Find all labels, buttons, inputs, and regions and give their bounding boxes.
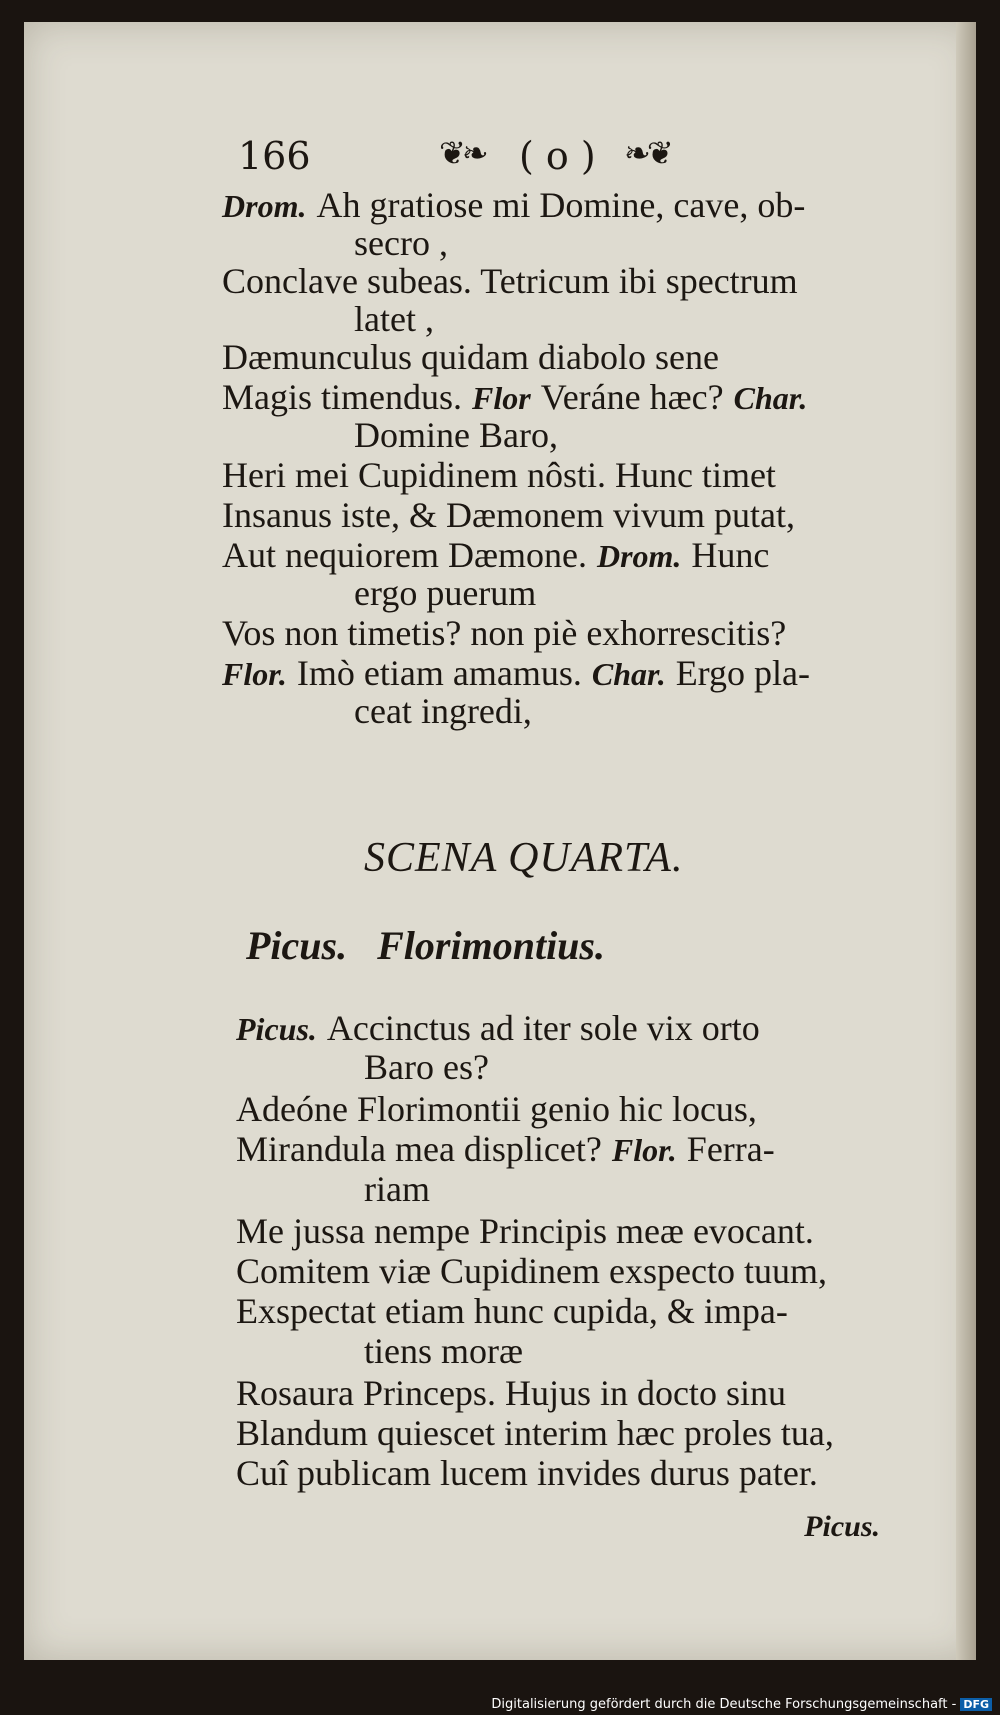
verse-text: Insanus iste, & Dæmonem vivum putat, <box>222 495 795 535</box>
speaker-label: Flor <box>472 380 531 416</box>
verse-text: ergo puerum <box>354 573 537 613</box>
dramatis-personae <box>246 922 605 969</box>
verse-line <box>354 690 532 732</box>
speaker-label: Flor. <box>611 1132 677 1168</box>
verse-text: Ergo pla- <box>675 653 810 693</box>
verse-text: Imò etiam amamus. <box>296 653 582 693</box>
verse-line <box>354 298 434 340</box>
page-number: 166 <box>238 134 311 178</box>
dfg-logo-icon: DFG <box>960 1698 992 1711</box>
verse-line <box>364 1330 523 1372</box>
verse-line <box>222 260 798 302</box>
verse-line <box>354 572 536 614</box>
verse-text: Vos non timetis? non piè exhorrescitis? <box>222 613 787 653</box>
verse-text: Dæmunculus quidam diabolo sene <box>222 337 719 377</box>
verse-line <box>222 184 805 227</box>
verse-line <box>236 1007 760 1050</box>
digitization-credit <box>491 1697 992 1712</box>
verse-line <box>236 1290 788 1332</box>
verse-line <box>236 1372 786 1414</box>
verse-line <box>222 454 776 496</box>
verse-line <box>222 376 817 419</box>
verse-line <box>222 494 795 536</box>
verse-text: Me jussa nempe Principis meæ evocant. <box>236 1211 814 1251</box>
verse-text: Accinctus ad iter sole vix orto <box>326 1008 760 1048</box>
verse-text: Veráne hæc? <box>540 377 724 417</box>
verse-line <box>222 534 769 577</box>
verse-text: riam <box>364 1169 430 1209</box>
verse-text: Heri mei Cupidinem nôsti. Hunc timet <box>222 455 776 495</box>
speaker-label: Drom. <box>596 538 682 574</box>
verse-line <box>236 1128 775 1171</box>
speaker-label: Char. <box>733 380 808 416</box>
running-header <box>214 134 774 184</box>
verse-line <box>364 1046 489 1088</box>
speaker-label: Char. <box>591 656 666 692</box>
speaker-label: Flor. <box>222 656 287 692</box>
verse-text: Rosaura Princeps. Hujus in docto sinu <box>236 1373 786 1413</box>
verse-line <box>354 414 558 456</box>
verse-line <box>236 1088 757 1130</box>
verse-text: latet , <box>354 299 434 339</box>
person-name: Picus. <box>246 923 348 968</box>
verse-text: secro , <box>354 223 448 263</box>
verse-line <box>236 1452 818 1494</box>
ornament-left-icon: ❦❧ <box>439 134 485 172</box>
verse-text: Aut nequiorem Dæmone. <box>222 535 587 575</box>
speaker-label: Drom. <box>222 188 307 224</box>
scene-title: SCENA QUARTA. <box>364 835 684 881</box>
credit-text: Digitalisierung gefördert durch die Deutsche Forschungsgemeinschaft - <box>491 1697 957 1712</box>
verse-line <box>222 612 786 654</box>
verse-line <box>222 652 810 695</box>
verse-text: Exspectat etiam hunc cupida, & impa- <box>236 1291 788 1331</box>
verse-text: ceat ingredi, <box>354 691 532 731</box>
page-text <box>24 22 976 1660</box>
verse-text: Mirandula mea displicet? <box>236 1129 602 1169</box>
verse-text: Conclave subeas. Tetricum ibi spectrum <box>222 261 798 301</box>
verse-text: Baro es? <box>364 1047 489 1087</box>
header-center: ( o ) <box>519 134 596 178</box>
person-name: Florimontius. <box>377 923 605 968</box>
verse-text: Comitem viæ Cupidinem exspecto tuum, <box>236 1251 827 1291</box>
catchword: Picus. <box>804 1510 880 1543</box>
verse-text: Ferra- <box>686 1129 775 1169</box>
verse-text: Ah gratiose mi Domine, cave, ob- <box>316 185 806 225</box>
speaker-label: Picus. <box>236 1011 317 1047</box>
verse-text: Adeóne Florimontii genio hic locus, <box>236 1089 757 1129</box>
verse-line <box>236 1210 814 1252</box>
book-page <box>24 22 976 1660</box>
ornament-right-icon: ❧❦ <box>624 134 670 172</box>
verse-line <box>236 1250 827 1292</box>
verse-line <box>236 1412 834 1454</box>
verse-text: Cuî publicam lucem invides durus pater. <box>236 1453 818 1493</box>
verse-text: tiens moræ <box>364 1331 523 1371</box>
verse-line <box>354 222 448 264</box>
verse-text: Hunc <box>691 535 770 575</box>
verse-line <box>364 1168 430 1210</box>
verse-text: Magis timendus. <box>222 377 462 417</box>
verse-line <box>222 336 719 378</box>
verse-text: Domine Baro, <box>354 415 558 455</box>
verse-text: Blandum quiescet interim hæc proles tua, <box>236 1413 834 1453</box>
